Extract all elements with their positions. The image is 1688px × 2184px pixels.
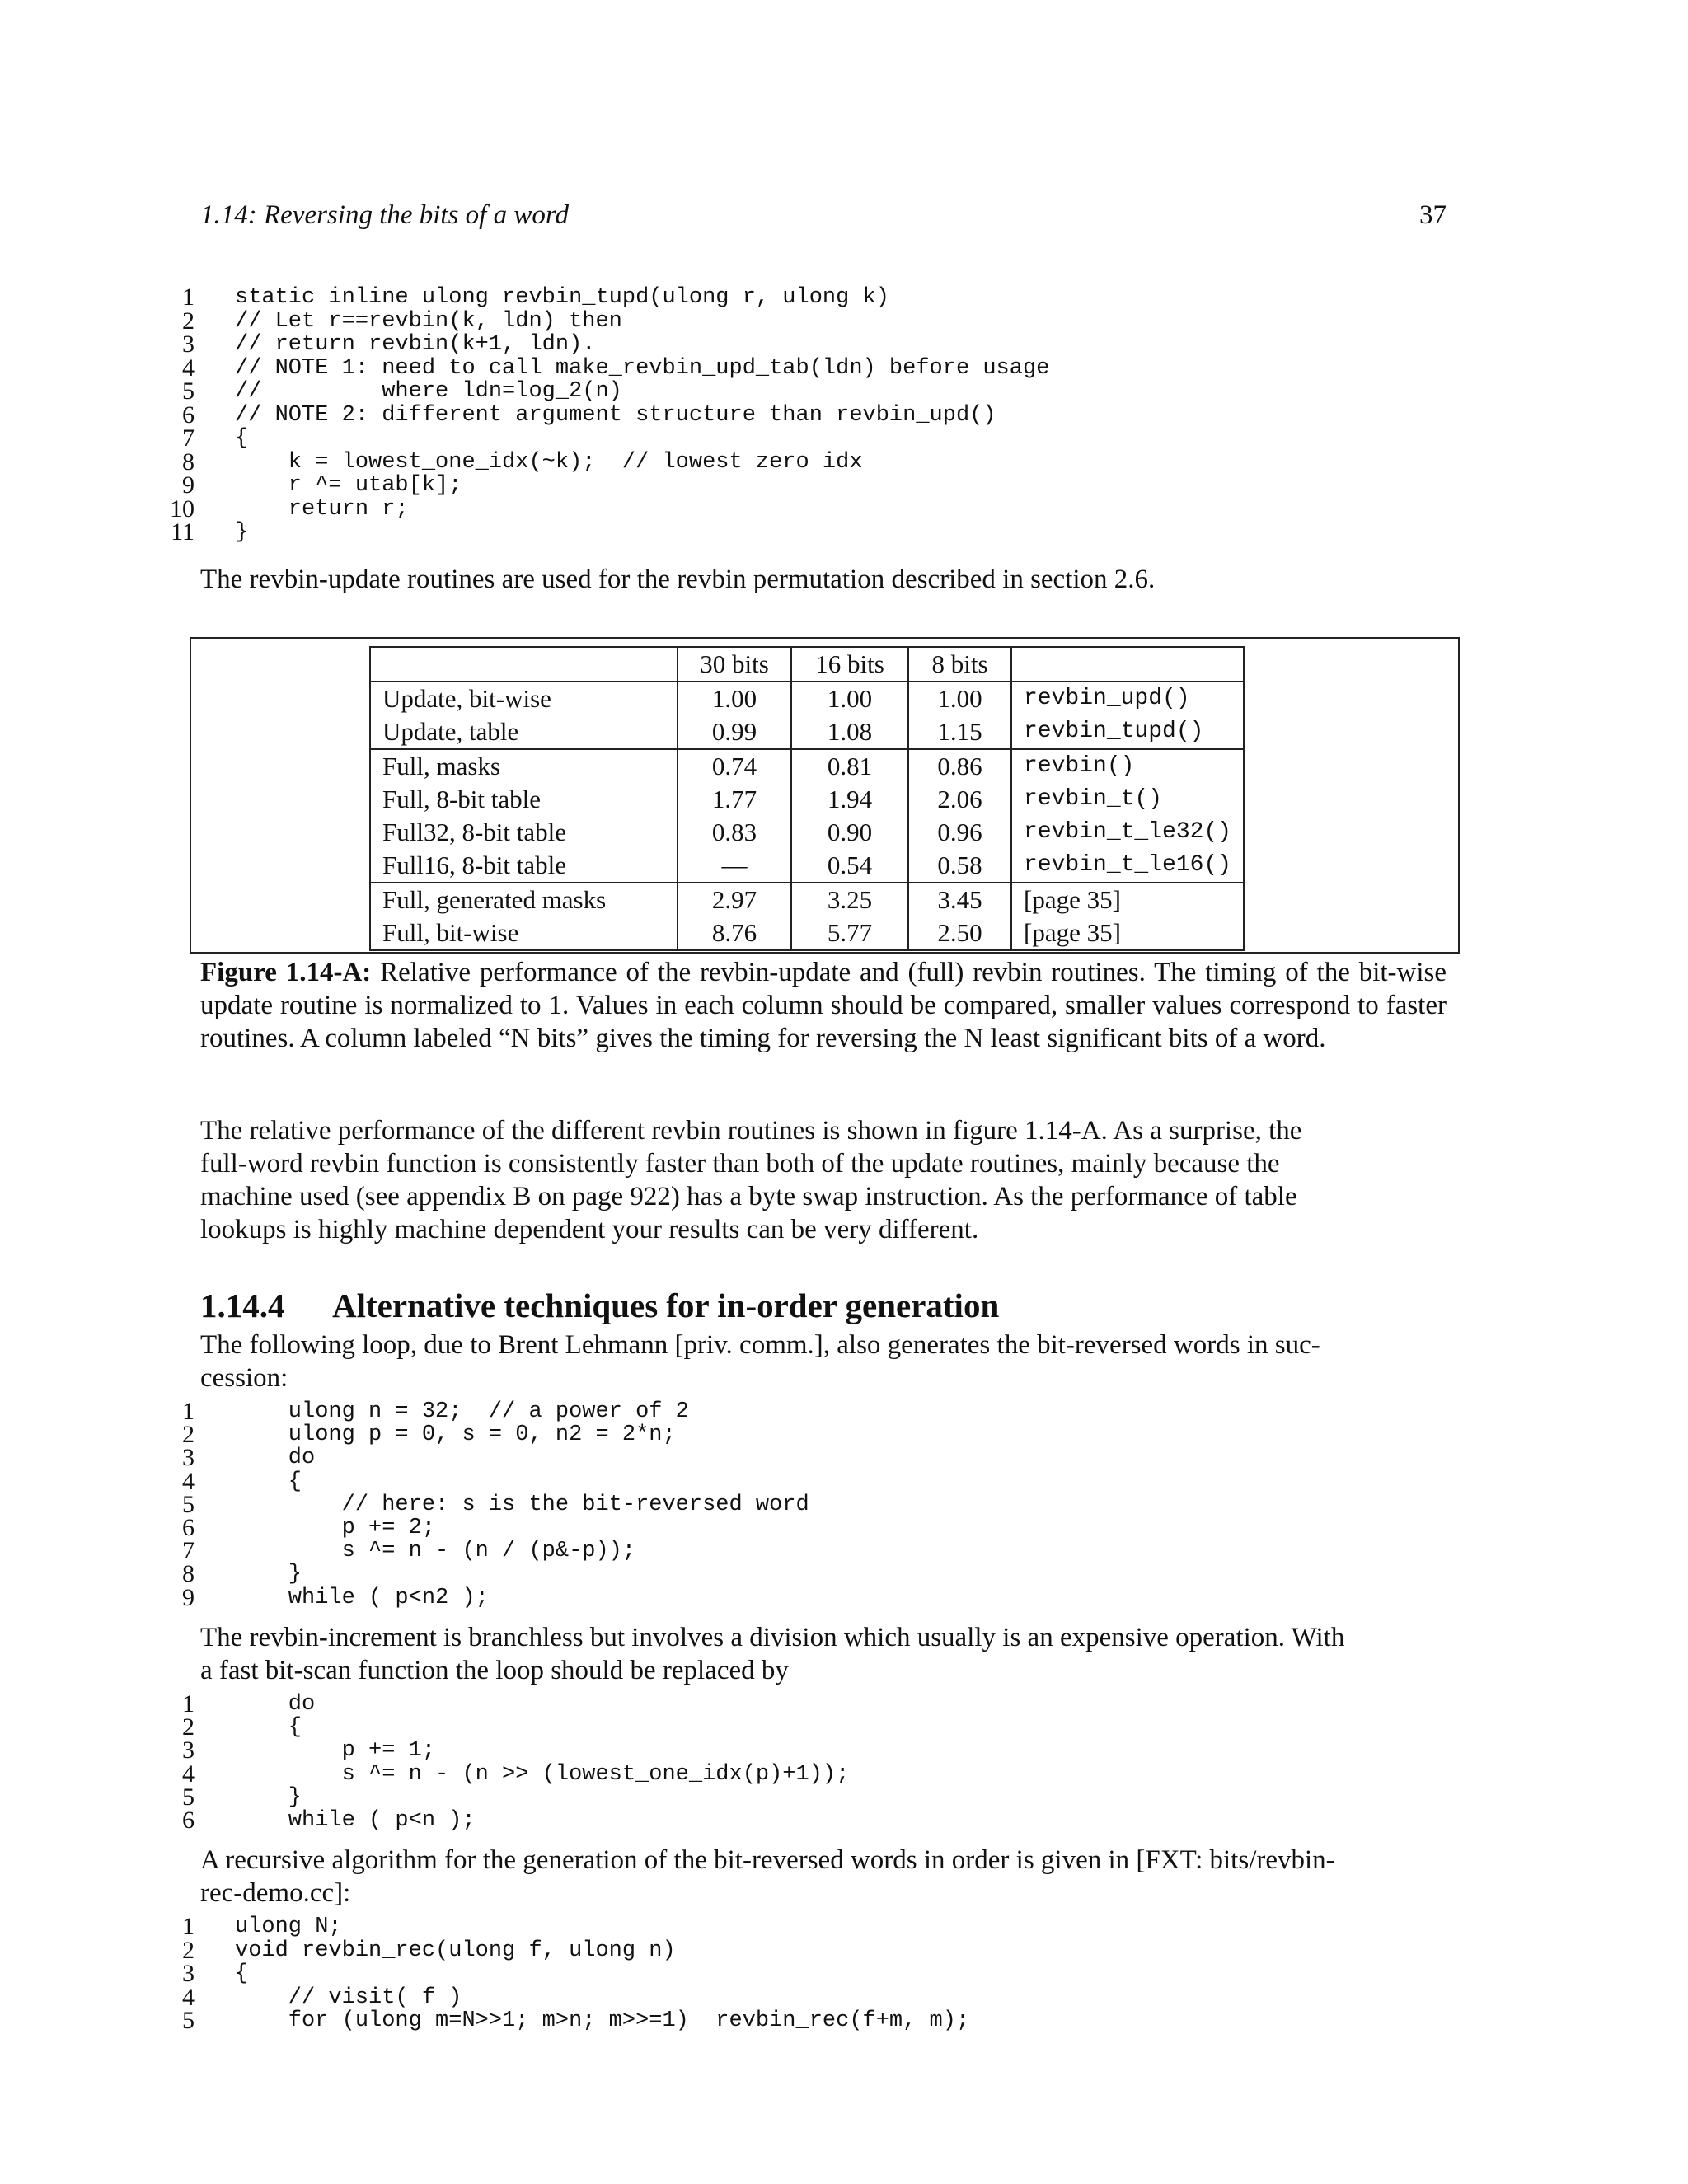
code-line: } [235,520,249,545]
table-header-func-blank [1011,647,1244,682]
table-row [370,783,1244,816]
function-name: [page 35] [1011,916,1244,950]
code-line: // where ldn=log_2(n) [235,379,622,404]
value-30-bits: 8.76 [678,916,791,950]
value-8-bits: 3.45 [908,883,1011,916]
code-line-number: 5 [182,1783,195,1811]
row-label: Full16, 8-bit table [370,849,678,883]
code-line-number: 1 [182,1690,195,1718]
function-name: revbin_upd() [1011,682,1244,715]
code-line: p += 2; [235,1516,436,1540]
table-row [370,816,1244,849]
paragraph-revbin-update: The revbin-update routines are used for the revbin permutation described in section 2.6. [200,565,1156,594]
code-line: s ^= n - (n >> (lowest_one_idx(p)+1)); [235,1761,850,1787]
value-8-bits: 1.00 [908,682,1011,715]
code-line-number: 9 [182,1583,195,1611]
table-row [370,883,1244,916]
figure-label: Figure 1.14-A: [200,958,372,987]
value-30-bits: 2.97 [678,883,791,916]
row-label: Update, table [370,715,678,749]
table-row [370,715,1244,749]
code-line-number: 10 [170,494,195,523]
code-line: while ( p<n ); [235,1808,476,1833]
code-line-number: 7 [182,424,195,452]
paragraph-revbin-increment: The revbin-increment is branchless but involves a division which usually is an expensive operation. With a fast bit-scan function the loop should be replaced by [200,1623,1345,1685]
table-header-blank [370,647,678,682]
code-line-number: 4 [182,1983,195,2011]
code-line: ulong n = 32; // a power of 2 [235,1399,689,1424]
function-name: [page 35] [1011,883,1244,916]
value-16-bits: 0.54 [791,849,908,883]
code-line-number: 8 [182,448,195,476]
code-line-number: 6 [182,401,195,429]
code-line: ulong p = 0, s = 0, n2 = 2*n; [235,1422,676,1448]
code-line: k = lowest_one_idx(~k); // lowest zero idx [235,449,863,475]
code-line: do [235,1446,316,1471]
page-number: 37 [1419,200,1447,230]
code-line: return r; [235,496,409,522]
value-30-bits: 0.99 [678,715,791,749]
code-line: // Let r==revbin(k, ldn) then [235,308,622,334]
code-line: // NOTE 2: different argument structure than revbin_upd() [235,402,996,428]
code-line: ulong N; [235,1915,342,1939]
figure-caption [200,956,1447,1055]
code-line-number: 8 [182,1560,195,1588]
value-8-bits: 0.58 [908,849,1011,883]
code-line: { [235,1469,302,1494]
value-30-bits: — [678,849,791,883]
table-row [370,849,1244,883]
value-16-bits: 1.94 [791,783,908,816]
code-line-number: 2 [182,1421,195,1449]
code-line-number: 6 [182,1807,195,1834]
table-row [370,682,1244,715]
code-line: void revbin_rec(ulong f, ulong n) [235,1938,676,1963]
code-line-number: 11 [171,518,195,546]
value-16-bits: 3.25 [791,883,908,916]
code-line-number: 1 [182,1913,195,1940]
section-title: Alternative techniques for in-order generation [332,1286,1000,1324]
code-line: } [235,1562,302,1587]
code-line-number: 5 [182,377,195,405]
code-line: // NOTE 1: need to call make_revbin_upd_tab(ldn) before usage [235,355,1050,381]
code-line-number: 7 [182,1537,195,1565]
code-line-number: 2 [182,1713,195,1741]
code-line: while ( p<n2 ); [235,1585,489,1610]
function-name: revbin() [1011,749,1244,783]
figure-caption-text: Relative performance of the revbin-update and (full) revbin routines. The timing of the bit-wise update routine is normalized to 1. Values in each column should be compared, smaller values correspond to faster routines. A column labeled “N bits” gives the timing for reversing the N least significant bits of a word. [200,958,1447,1053]
table-row [370,749,1244,783]
running-title: 1.14: Reversing the bits of a word [200,200,569,230]
row-label: Full, masks [370,749,678,783]
code-line: // here: s is the bit-reversed word [235,1492,809,1517]
col-header-8-bits: 8 bits [908,647,1011,682]
col-header-30-bits: 30 bits [678,647,791,682]
page-header [200,200,1447,241]
performance-table [369,646,1245,951]
code-line-number: 5 [182,2007,195,2034]
code-line: do [235,1692,316,1717]
table-header-row [370,647,1244,682]
code-line: { [235,1715,302,1741]
code-line: { [235,1961,249,1986]
code-line-number: 1 [182,284,195,311]
code-line-number: 3 [182,1736,195,1765]
function-name: revbin_tupd() [1011,715,1244,749]
code-line-number: 9 [182,471,195,499]
value-8-bits: 0.86 [908,749,1011,783]
function-name: revbin_t_le32() [1011,816,1244,849]
value-30-bits: 1.77 [678,783,791,816]
value-16-bits: 0.81 [791,749,908,783]
value-8-bits: 0.96 [908,816,1011,849]
value-30-bits: 0.74 [678,749,791,783]
row-label: Full, 8-bit table [370,783,678,816]
row-label: Full, generated masks [370,883,678,916]
function-name: revbin_t() [1011,783,1244,816]
row-label: Update, bit-wise [370,682,678,715]
code-line-number: 1 [182,1398,195,1425]
code-line: // return revbin(k+1, ldn). [235,332,596,357]
value-8-bits: 2.50 [908,916,1011,950]
code-line: } [235,1784,302,1810]
code-line: // visit( f ) [235,1985,462,2010]
code-line-number: 5 [182,1490,195,1518]
code-line: s ^= n - (n / (p&-p)); [235,1539,636,1564]
code-line-number: 3 [182,330,195,358]
value-30-bits: 1.00 [678,682,791,715]
paragraph-relative-performance: The relative performance of the different revbin routines is shown in figure 1.14-A. As a surprise, the full-word revbin function is consistently faster than both of the update routines, mainly because the machine used (see appendix B on page 922) has a byte swap instruction. As the performance of table lookups is highly machine dependent your results can be very different. [200,1116,1302,1244]
code-line-number: 4 [182,1467,195,1495]
col-header-16-bits: 16 bits [791,647,908,682]
row-label: Full, bit-wise [370,916,678,950]
code-line-number: 3 [182,1444,195,1472]
value-16-bits: 1.08 [791,715,908,749]
code-line-number: 2 [182,307,195,335]
code-line: { [235,426,249,451]
value-30-bits: 0.83 [678,816,791,849]
code-line: p += 1; [235,1738,436,1764]
code-line: static inline ulong revbin_tupd(ulong r, ulong k) [235,285,889,310]
value-16-bits: 1.00 [791,682,908,715]
code-line-number: 2 [182,1936,195,1964]
code-line-number: 6 [182,1514,195,1541]
value-16-bits: 5.77 [791,916,908,950]
code-line-number: 4 [182,1760,195,1788]
value-8-bits: 1.15 [908,715,1011,749]
code-line-number: 3 [182,1960,195,1987]
code-line: for (ulong m=N>>1; m>n; m>>=1) revbin_rec(f+m, m); [235,2008,970,2033]
function-name: revbin_t_le16() [1011,849,1244,883]
paragraph-lehmann-loop: The following loop, due to Brent Lehmann [priv. comm.], also generates the bit-reversed words in suc- cession: [200,1330,1320,1393]
value-8-bits: 2.06 [908,783,1011,816]
value-16-bits: 0.90 [791,816,908,849]
paragraph-recursive-algorithm: A recursive algorithm for the generation of the bit-reversed words in order is given in [FXT: bits/revbin- rec-demo.cc]: [200,1845,1335,1908]
section-number: 1.14.4 [200,1286,285,1324]
code-line-number: 4 [182,354,195,382]
code-line: r ^= utab[k]; [235,473,462,498]
section-heading [200,1286,999,1325]
table-row [370,916,1244,950]
row-label: Full32, 8-bit table [370,816,678,849]
